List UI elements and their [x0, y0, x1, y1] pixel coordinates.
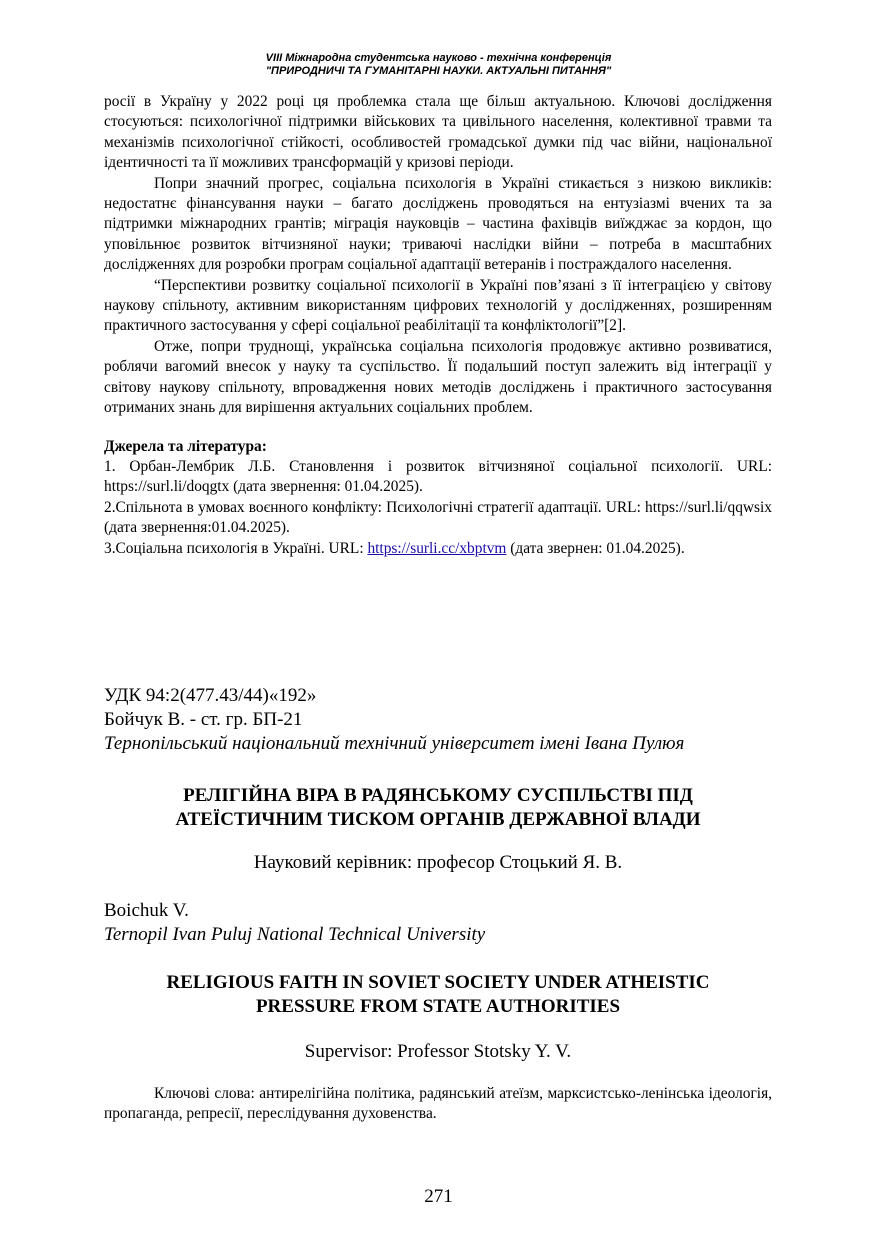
article-meta — [104, 684, 772, 756]
reference-3-link[interactable]: https://surli.cc/xbptvm — [367, 539, 507, 557]
udk-code: УДК 94:2(477.43/44)«192» — [104, 685, 317, 706]
article-meta-en — [104, 899, 772, 947]
article-title-en — [104, 971, 772, 1019]
reference-3 — [104, 539, 772, 559]
paragraph-1: росії в Україну у 2022 році ця проблемка стала ще більш актуальною. Ключові дослідження стосуються: психологічної підтримки військових та цивільного населення, колективної травми та механізмів психологічної стійкості, особливостей громадської думки під час війни, національної ідентичності та її можливих трансформацій у кризові періоди. — [104, 93, 772, 172]
article-title-ua — [104, 784, 772, 832]
supervisor-ua: Науковий керівник: професор Стоцький Я. В. — [253, 852, 623, 873]
author-en: Boichuk V. — [104, 900, 189, 921]
title-ua-line-2: АТЕЇСТИЧНИМ ТИСКОМ ОРГАНІВ ДЕРЖАВНОЇ ВЛАДИ — [175, 809, 701, 830]
reference-2: 2.Спільнота в умовах воєнного конфлікту: Психологічні стратегії адаптації. URL: https://surl.li/qqwsix (дата звернення:01.04.2025). — [104, 498, 772, 537]
header-line-2: "ПРИРОДНИЧІ ТА ГУМАНІТАРНІ НАУКИ. АКТУАЛЬНІ ПИТАННЯ" — [265, 65, 612, 77]
affiliation-en: Ternopil Ivan Puluj National Technical University — [104, 924, 486, 945]
conference-header — [0, 52, 877, 78]
reference-1: 1. Орбан-Лембрик Л.Б. Становлення і розвиток вітчизняної соціальної психології. URL: https://surl.li/doqgtx (дата звернення: 01.04.2025). — [104, 457, 772, 496]
body-text — [104, 92, 772, 559]
page-number: 271 — [424, 1186, 453, 1207]
title-ua-line-1: РЕЛІГІЙНА ВІРА В РАДЯНСЬКОМУ СУСПІЛЬСТВІ ПІД — [183, 785, 693, 806]
author-ua: Бойчук В. - ст. гр. БП-21 — [104, 709, 303, 730]
reference-3-suffix: (дата звернен: 01.04.2025). — [506, 539, 685, 557]
paragraph-4: Отже, попри труднощі, українська соціальна психологія продовжує активно розвиватися, роблячи вагомий внесок у науку та суспільство. Її подальший поступ залежить від інтеграції у світову наукову спільноту, впровадження нових методів досліджень і практичного застосування отриманих знань для вирішення актуальних соціальних проблем. — [104, 337, 772, 417]
header-line-1: VIII Міжнародна студентська науково - технічна конференція — [265, 52, 612, 64]
reference-3-prefix: 3.Соціальна психологія в Україні. URL: — [104, 539, 368, 557]
references-title: Джерела та література: — [104, 437, 267, 455]
keywords: Ключові слова: антирелігійна політика, радянський атеїзм, марксистсько-ленінська ідеологія, пропаганда, репресії, переслідування духовенства. — [104, 1085, 772, 1123]
affiliation-ua: Тернопільський національний технічний університет імені Івана Пулюя — [104, 733, 685, 754]
paragraph-3-quote: “Перспективи розвитку соціальної психології в Україні пов’язані з її інтеграцією у світову наукову спільноту, активним використанням цифрових технологій у дослідженнях, розширенням практичного застосування у сфері соціальної реабілітації та конфліктології”[2]. — [104, 276, 772, 335]
supervisor-en: Supervisor: Professor Stotsky Y. V. — [304, 1041, 572, 1062]
title-en-line-2: PRESSURE FROM STATE AUTHORITIES — [255, 996, 621, 1017]
title-en-line-1: RELIGIOUS FAITH IN SOVIET SOCIETY UNDER ATHEISTIC — [166, 972, 710, 993]
paragraph-2: Попри значний прогрес, соціальна психологія в Україні стикається з низкою викликів: недостатнє фінансування науки – багато досліджень проводяться на ентузіазмі вчених та за підтримки міжнародних грантів; міграція науковців – частина фахівців виїжджає за кордон, що уповільнює розвиток вітчизняної науки; триваючі наслідки війни – потреба в масштабних дослідженнях для розробки програм соціальної адаптації ветеранів і постраждалого населення. — [104, 174, 772, 274]
